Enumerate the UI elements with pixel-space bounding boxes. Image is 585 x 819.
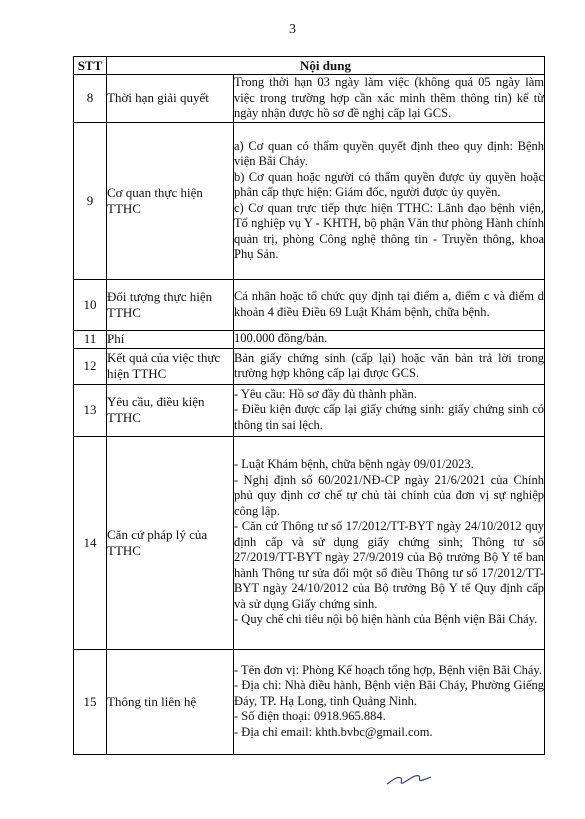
row-title: Căn cứ pháp lý của TTHC xyxy=(107,436,234,649)
row-number: 14 xyxy=(74,436,107,649)
header-content: Nội dung xyxy=(107,57,545,75)
row-title: Thời hạn giải quyết xyxy=(107,75,234,123)
row-content xyxy=(234,384,545,436)
table-row xyxy=(74,436,545,649)
row-content xyxy=(234,279,545,330)
row-number: 10 xyxy=(74,279,107,330)
content-line: - Địa chỉ email: khth.bvbc@gmail.com. xyxy=(234,724,433,739)
content-line: b) Cơ quan hoặc người có thẩm quyền được ủy quyền hoặc phân cấp thực hiện: Giám đốc, người được ủy quyền. xyxy=(234,169,545,199)
content-line: c) Cơ quan trực tiếp thực hiện TTHC: Lãnh đạo bệnh viện, Tổ nghiệp vụ Y - KHTH, bộ phận Văn thư phòng Hành chính quản trị, phòng Công nghệ thông tin - Truyền thông, khoa Phụ Sản. xyxy=(234,200,545,261)
content-line: - Tên đơn vị: Phòng Kế hoạch tổng hợp, Bệnh viện Bãi Cháy. xyxy=(234,662,542,677)
row-number: 12 xyxy=(74,348,107,384)
row-content xyxy=(234,348,545,384)
row-title: Thông tin liên hệ xyxy=(107,649,234,754)
table-row xyxy=(74,122,545,279)
table-row xyxy=(74,75,545,123)
content-line: - Luật Khám bệnh, chữa bệnh ngày 09/01/2023. xyxy=(234,457,474,472)
row-number: 8 xyxy=(74,75,107,123)
content-line: Cá nhân hoặc tổ chức quy định tại điểm a, điểm c và điểm d khoản 4 điều Điều 69 Luật Khám bệnh, chữa bệnh. xyxy=(234,289,545,319)
table-row xyxy=(74,330,545,348)
table-header-row xyxy=(74,57,545,75)
row-title: Cơ quan thực hiện TTHC xyxy=(107,122,234,279)
table-row xyxy=(74,279,545,330)
content-line: - Số điện thoại: 0918.965.884. xyxy=(234,709,386,724)
row-content xyxy=(234,75,545,123)
content-line: a) Cơ quan có thẩm quyền quyết định theo quy định: Bệnh viện Bãi Cháy. xyxy=(234,138,545,168)
row-number: 9 xyxy=(74,122,107,279)
row-content xyxy=(234,436,545,649)
content-line: - Yêu cầu: Hồ sơ đầy đủ thành phần. xyxy=(234,386,417,401)
row-content xyxy=(234,122,545,279)
signature-mark xyxy=(385,768,433,790)
table-row xyxy=(74,348,545,384)
row-number: 15 xyxy=(74,649,107,754)
row-title: Kết quả của việc thực hiện TTHC xyxy=(107,348,234,384)
row-content xyxy=(234,649,545,754)
row-content xyxy=(234,330,545,348)
content-line: - Quy chế chi tiêu nội bộ hiện hành của Bệnh viện Bãi Cháy. xyxy=(234,612,538,627)
content-line: 100.000 đồng/bản. xyxy=(234,331,328,346)
header-stt: STT xyxy=(74,57,107,75)
row-number: 11 xyxy=(74,330,107,348)
content-line: - Địa chỉ: Nhà điều hành, Bệnh viện Bãi Cháy, Phường Giếng Đáy, TP. Hạ Long, tỉnh Quảng Ninh. xyxy=(234,678,545,708)
content-line: Trong thời hạn 03 ngày làm việc (không quá 05 ngày làm việc trong trường hợp cần xác minh thêm thông tin) kể từ ngày nhận được hồ sơ đề nghị cấp lại GCS. xyxy=(234,75,545,120)
page-number: 3 xyxy=(289,22,296,37)
row-title: Yêu cầu, điều kiện TTHC xyxy=(107,384,234,436)
content-line: - Nghị định số 60/2021/NĐ-CP ngày 21/6/2021 của Chính phủ quy định cơ chế tự chủ tài chính của đơn vị sự nghiệp công lập. xyxy=(234,472,545,518)
content-line: - Căn cứ Thông tư số 17/2012/TT-BYT ngày 24/10/2012 quy định cấp và sử dụng giấy chứng sinh; Thông tư số 27/2019/TT-BYT ngày 27/9/2019 của Bộ trưởng Bộ Y tế ban hành Thông tư sửa đổi một số điều Thông tư số 17/2012/TT-BYT ngày 24/10/2012 của Bộ trưởng Bộ Y tế Quy định cấp và sử dụng Giấy chứng sinh. xyxy=(234,519,545,611)
row-title: Phí xyxy=(107,330,234,348)
table-row xyxy=(74,649,545,754)
row-title: Đối tượng thực hiện TTHC xyxy=(107,279,234,330)
content-line: Bản giấy chứng sinh (cấp lại) hoặc văn bản trả lời trong trường hợp không cấp lại được GCS. xyxy=(234,350,545,380)
table-row xyxy=(74,384,545,436)
procedure-table xyxy=(73,56,545,755)
row-number: 13 xyxy=(74,384,107,436)
content-line: - Điều kiện được cấp lại giấy chứng sinh: giấy chứng sinh có thông tin sai lệch. xyxy=(234,402,545,432)
